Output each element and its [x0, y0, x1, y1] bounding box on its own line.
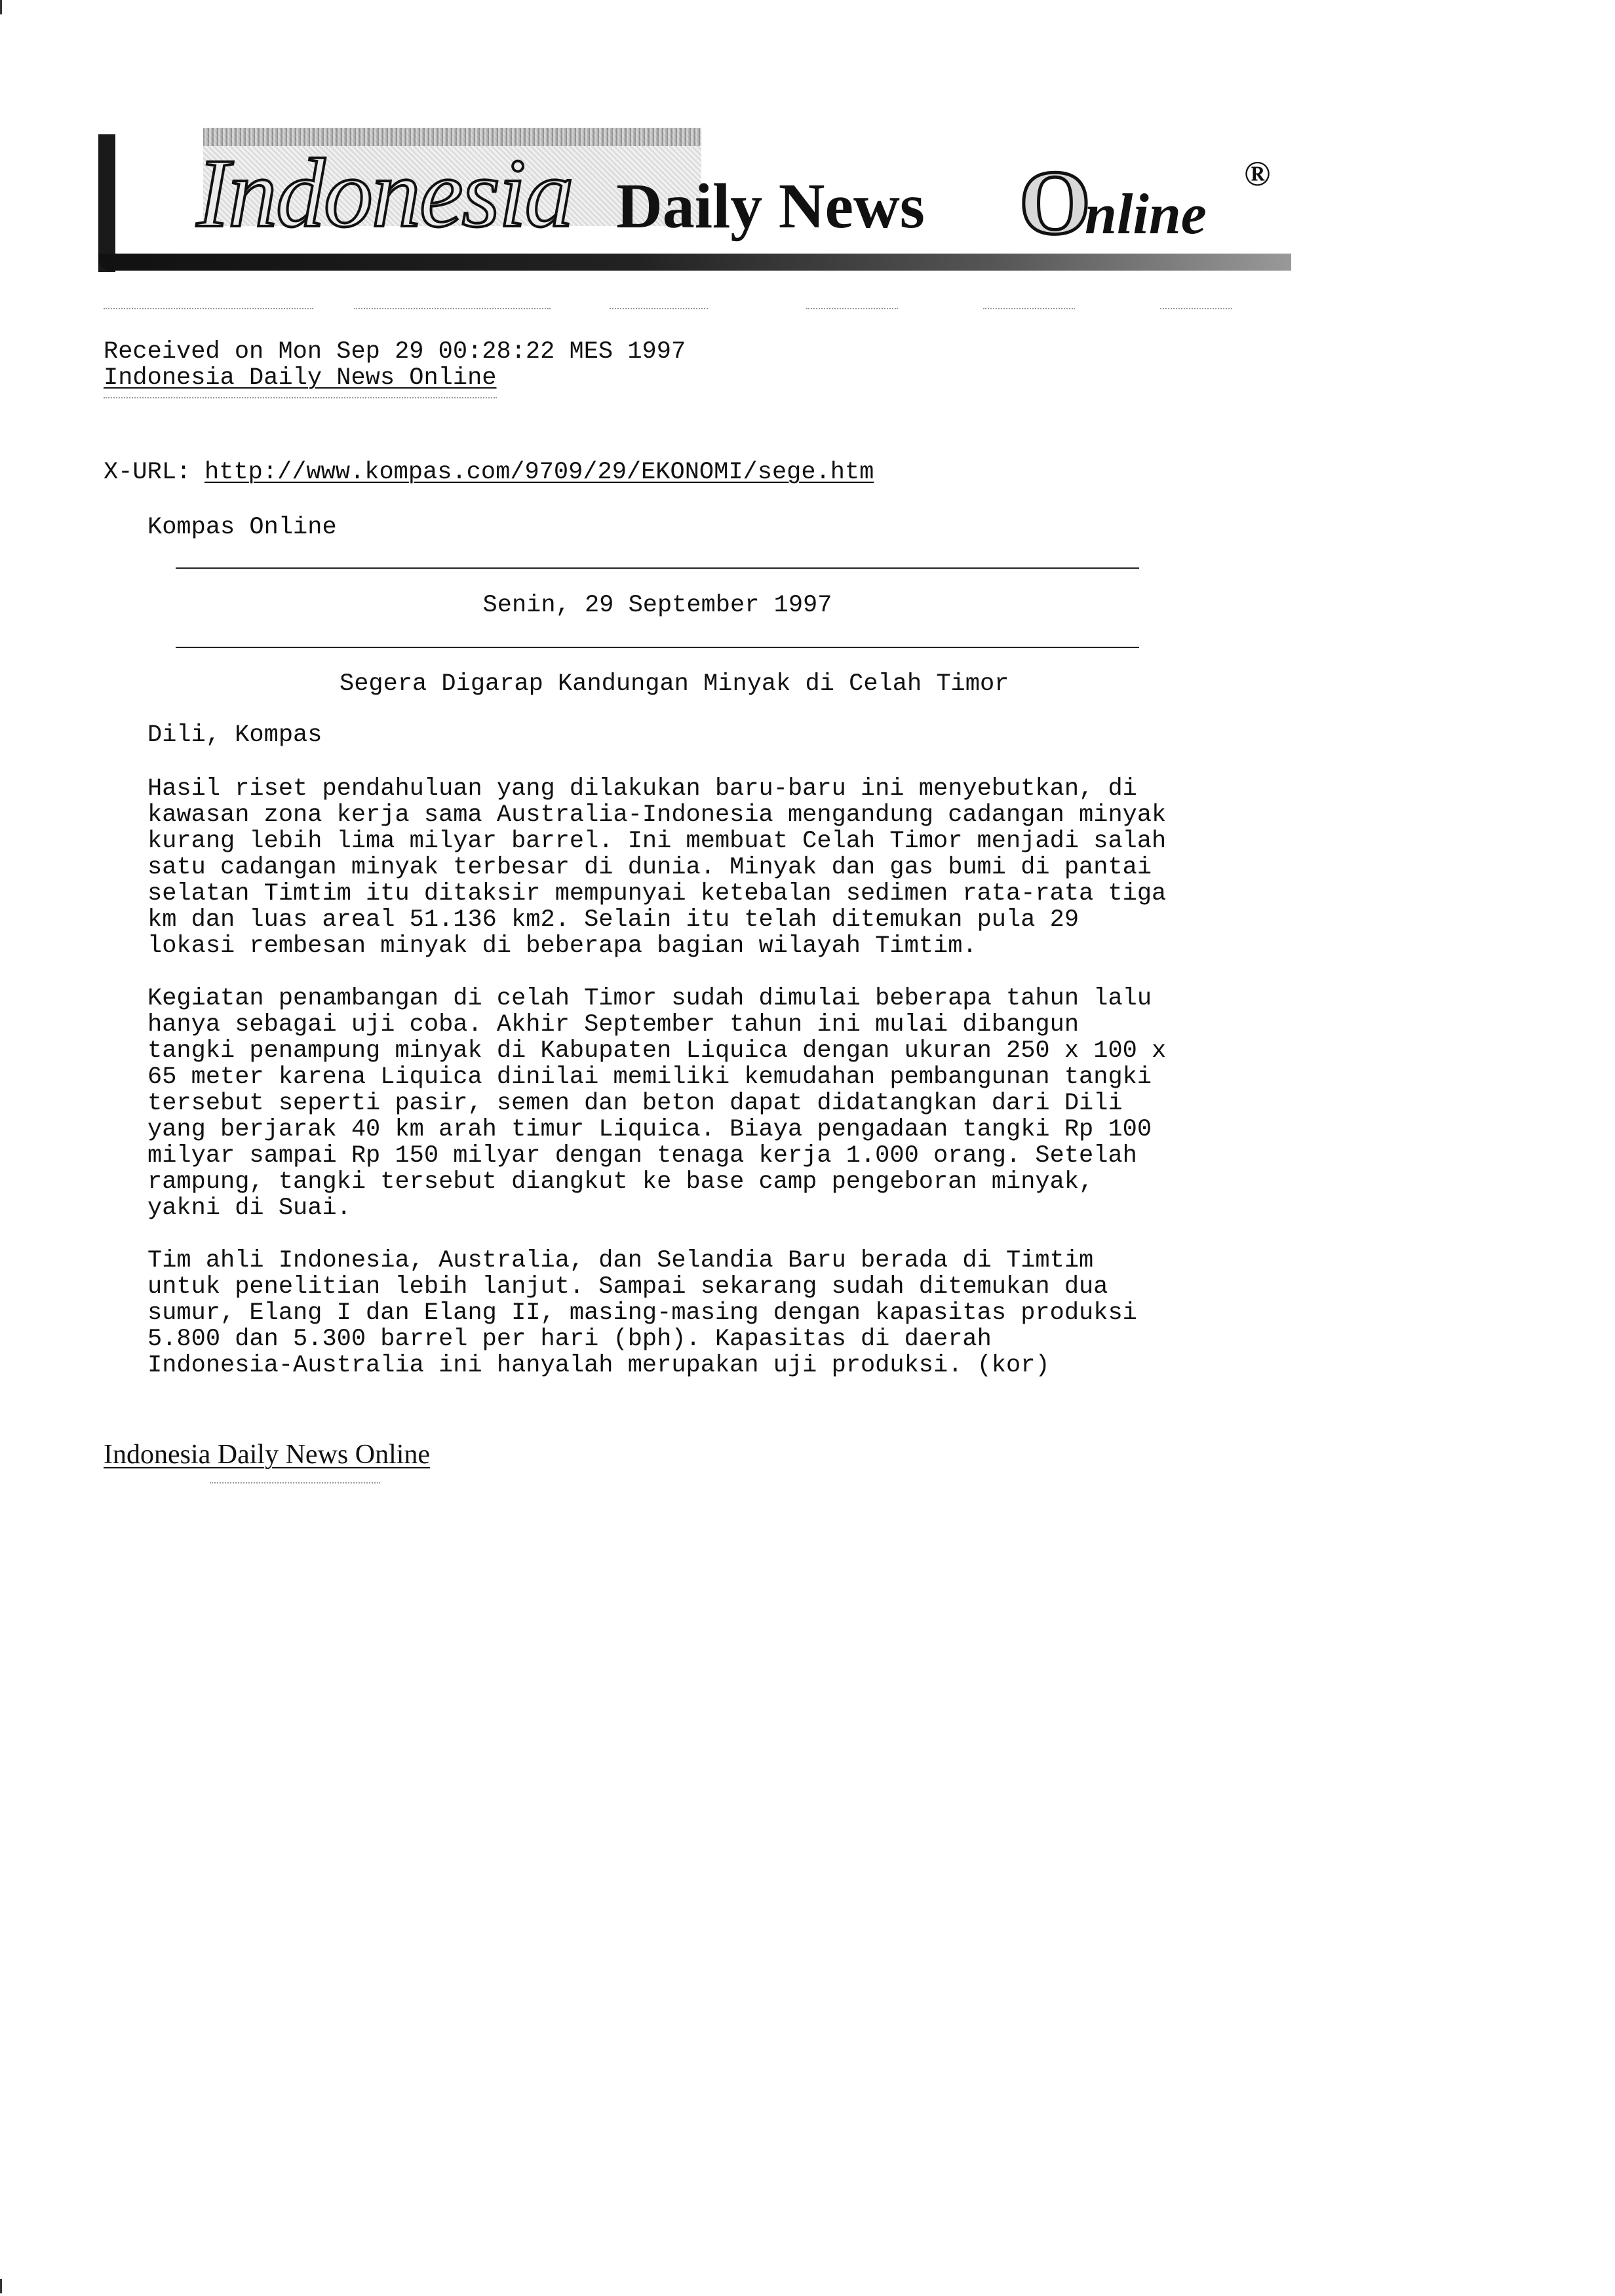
separator-dotted-6 [1160, 308, 1232, 309]
paragraph-line: hanya sebagai uji coba. Akhir September tahun ini mulai dibangun [147, 1011, 1080, 1039]
received-timestamp: Received on Mon Sep 29 00:28:22 MES 1997 [104, 338, 686, 366]
paragraph-line: Hasil riset pendahuluan yang dilakukan baru-baru ini menyebutkan, di [147, 775, 1137, 803]
article-paragraph-3 [147, 1248, 1137, 1379]
paragraph-line: tangki penampung minyak di Kabupaten Liquica dengan ukuran 250 x 100 x [147, 1037, 1167, 1065]
paragraph-line: Kegiatan penambangan di celah Timor sudah dimulai beberapa tahun lalu [147, 985, 1152, 1012]
rule-top [176, 567, 1139, 569]
paragraph-line: lokasi rembesan minyak di beberapa bagian wilayah Timtim. [147, 932, 977, 960]
paragraph-line: yakni di Suai. [147, 1195, 351, 1222]
paragraph-line: satu cadangan minyak terbesar di dunia. Minyak dan gas bumi di pantai [147, 854, 1152, 881]
separator-dotted-4 [806, 308, 898, 309]
separator-dotted-footer [210, 1482, 380, 1483]
article-date: Senin, 29 September 1997 [482, 592, 832, 619]
paragraph-line: Tim ahli Indonesia, Australia, dan Selandia Baru berada di Timtim [147, 1247, 1094, 1274]
separator-dotted-5 [983, 308, 1075, 309]
paragraph-line: kawasan zona kerja sama Australia-Indonesia mengandung cadangan minyak [147, 801, 1167, 829]
paragraph-line: yang berjarak 40 km arah timur Liquica. Biaya pengadaan tangki Rp 100 [147, 1116, 1152, 1143]
paragraph-line: km dan luas areal 51.136 km2. Selain itu telah ditemukan pula 29 [147, 906, 1080, 934]
article-paragraph-1 [147, 776, 1166, 959]
logo-word-online: nline [1085, 183, 1207, 246]
logo-word-indonesia: Indonesia [197, 139, 573, 248]
registered-mark: ® [1244, 154, 1271, 193]
separator-dotted-1 [104, 308, 313, 309]
logo-word-daily-news: Daily News [616, 171, 925, 242]
xurl-label: X-URL: [104, 459, 191, 486]
paragraph-line: untuk penelitian lebih lanjut. Sampai sekarang sudah ditemukan dua [147, 1273, 1108, 1301]
paragraph-line: sumur, Elang I dan Elang II, masing-masing dengan kapasitas produksi [147, 1299, 1137, 1327]
paragraph-line: selatan Timtim itu ditaksir mempunyai ketebalan sedimen rata-rata tiga [147, 880, 1167, 908]
article-paragraph-2 [147, 985, 1166, 1221]
paragraph-line: rampung, tangki tersebut diangkut ke base camp pengeboran minyak, [147, 1168, 1094, 1196]
xurl-link[interactable]: http://www.kompas.com/9709/29/EKONOMI/sege.htm [204, 459, 874, 486]
rule-bottom [176, 647, 1139, 648]
scan-edge-mark-bottom [0, 2279, 2, 2293]
logo-left-bar [98, 134, 115, 272]
article-headline: Segera Digarap Kandungan Minyak di Celah Timor [340, 670, 1009, 698]
header-site-link[interactable]: Indonesia Daily News Online [104, 364, 497, 392]
paragraph-line: Indonesia-Australia ini hanyalah merupakan uji produksi. (kor) [147, 1352, 1050, 1379]
footer-site-link[interactable]: Indonesia Daily News Online [104, 1440, 431, 1470]
masthead-logo [98, 128, 1291, 278]
paragraph-line: 65 meter karena Liquica dinilai memiliki kemudahan pembangunan tangki [147, 1063, 1152, 1091]
article-dateline-place: Dili, Kompas [147, 721, 322, 749]
scan-edge-mark-top [0, 0, 2, 14]
article-source: Kompas Online [147, 514, 337, 541]
separator-dotted-3 [610, 308, 708, 309]
logo-word-online-o: O [1019, 152, 1091, 254]
separator-dotted-2 [354, 308, 551, 309]
paragraph-line: milyar sampai Rp 150 milyar dengan tenaga kerja 1.000 orang. Setelah [147, 1142, 1137, 1170]
paragraph-line: tersebut seperti pasir, semen dan beton dapat didatangkan dari Dili [147, 1090, 1123, 1117]
separator-dotted-header [104, 397, 497, 398]
paragraph-line: 5.800 dan 5.300 barrel per hari (bph). Kapasitas di daerah [147, 1326, 992, 1353]
paragraph-line: kurang lebih lima milyar barrel. Ini membuat Celah Timor menjadi salah [147, 828, 1167, 855]
